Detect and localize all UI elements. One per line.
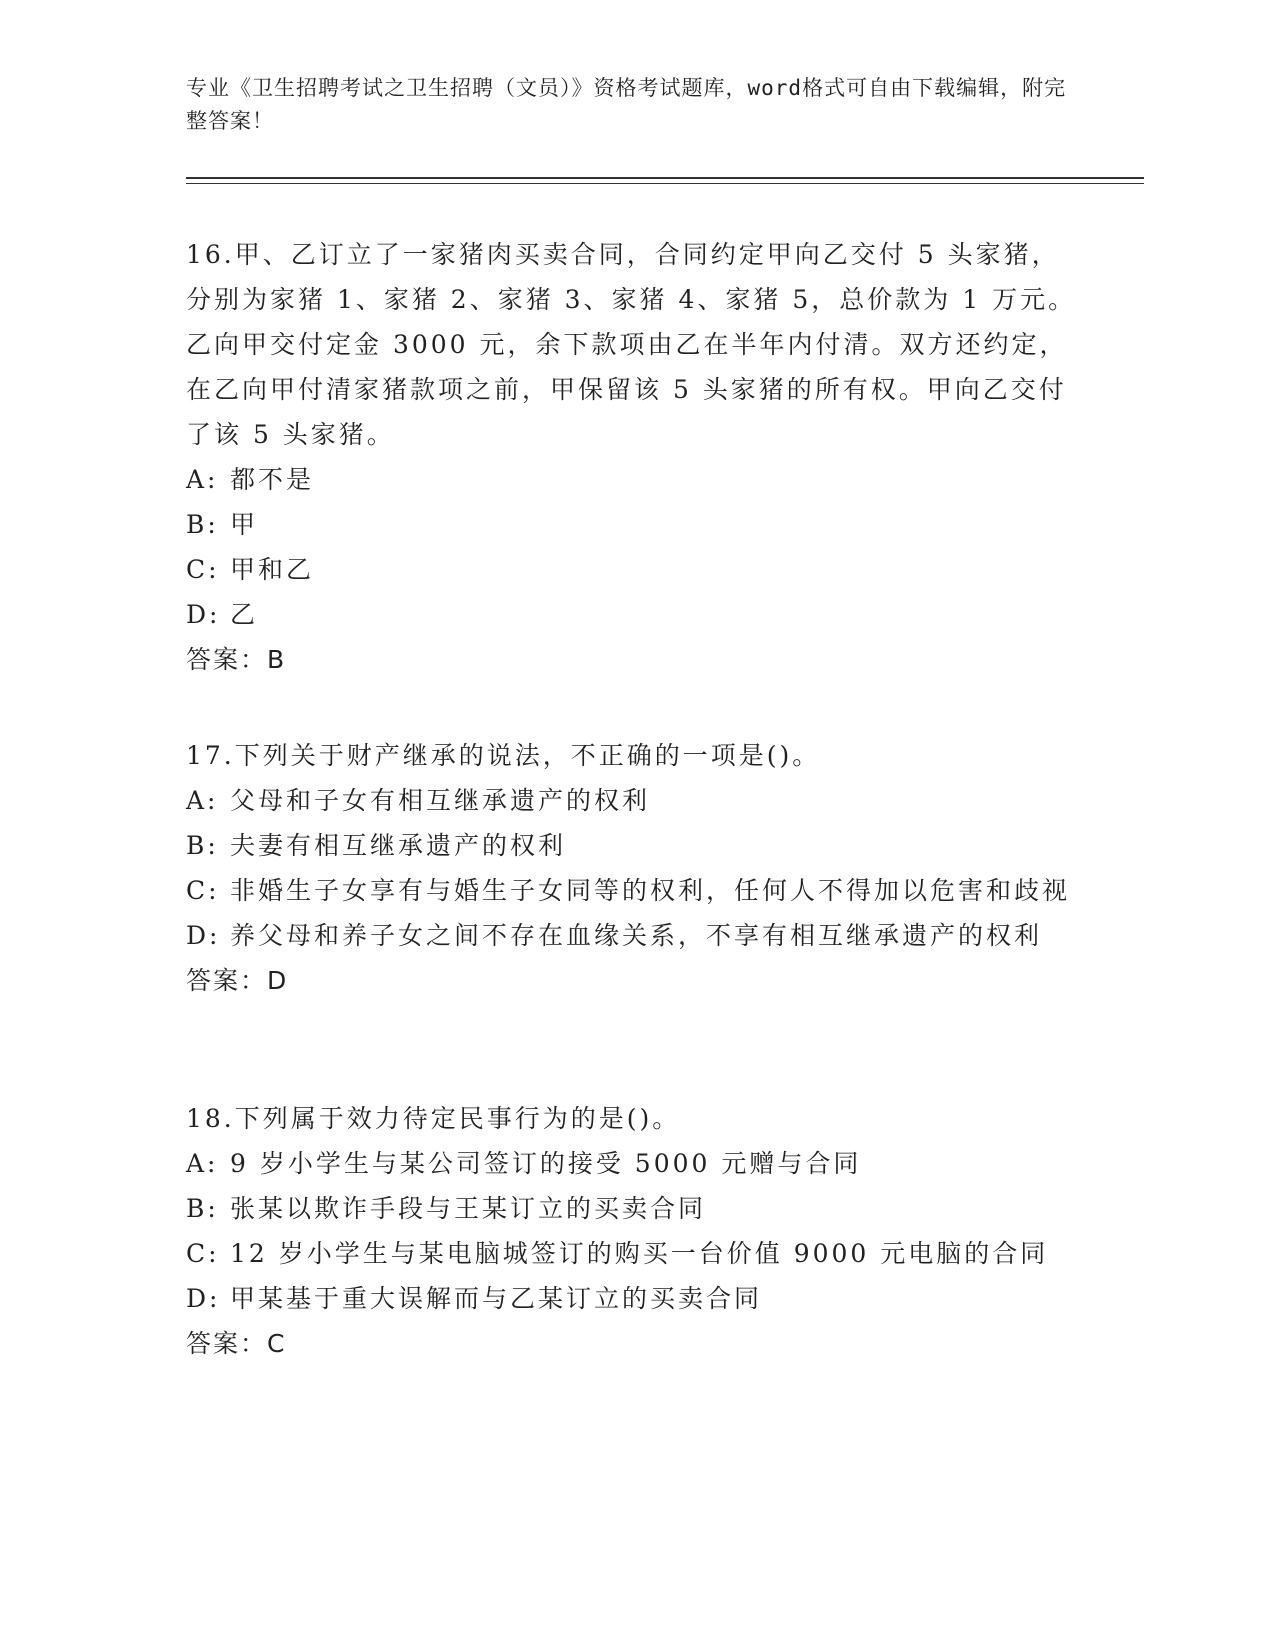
question-text: 下列属于效力待定民事行为的是()。 — [234, 1104, 681, 1133]
option-text: 父母和子女有相互继承遗产的权利 — [230, 786, 651, 815]
option-b — [186, 502, 1086, 547]
option-key: A: — [186, 465, 219, 494]
option-text: 乙 — [230, 600, 259, 629]
option-a — [186, 1141, 1086, 1186]
option-text: 12 岁小学生与某电脑城签订的购买一台价值 9000 元电脑的合同 — [230, 1239, 1049, 1268]
question-17 — [186, 733, 1086, 1003]
header-text: 专业《卫生招聘考试之卫生招聘（文员）》资格考试题库，word格式可自由下载编辑，附完整答案！ — [186, 76, 1067, 133]
option-d — [186, 913, 1086, 958]
option-key: C: — [186, 876, 220, 905]
option-text: 甲和乙 — [230, 555, 315, 584]
option-text: 9 岁小学生与某公司签订的接受 5000 元赠与合同 — [230, 1149, 862, 1178]
option-key: C: — [186, 555, 220, 584]
option-a — [186, 778, 1086, 823]
option-key: B: — [186, 831, 219, 860]
option-key: B: — [186, 510, 219, 539]
option-text: 夫妻有相互继承遗产的权利 — [230, 831, 567, 860]
option-c — [186, 1231, 1086, 1276]
option-text: 养父母和养子女之间不存在血缘关系，不享有相互继承遗产的权利 — [230, 921, 1043, 950]
option-text: 甲某基于重大误解而与乙某订立的买卖合同 — [230, 1284, 763, 1313]
document-header — [186, 72, 1086, 138]
option-c — [186, 868, 1086, 913]
answer-line: 答案：C — [186, 1329, 287, 1358]
option-text: 都不是 — [230, 465, 315, 494]
option-key: B: — [186, 1194, 219, 1223]
option-key: D: — [186, 1284, 221, 1313]
option-key: A: — [186, 786, 219, 815]
answer-line: 答案：B — [186, 645, 287, 674]
option-text: 张某以欺诈手段与王某订立的买卖合同 — [230, 1194, 707, 1223]
question-number: 16. — [186, 240, 235, 269]
question-stem — [186, 232, 1086, 457]
option-b — [186, 1186, 1086, 1231]
question-number: 18. — [186, 1104, 235, 1133]
question-18 — [186, 1096, 1086, 1366]
option-text: 甲 — [230, 510, 259, 539]
answer-line: 答案：D — [186, 966, 289, 995]
option-d — [186, 1276, 1086, 1321]
option-key: D: — [186, 921, 221, 950]
option-c — [186, 547, 1086, 592]
question-number: 17. — [186, 741, 235, 770]
question-16 — [186, 232, 1086, 682]
option-key: C: — [186, 1239, 220, 1268]
option-text: 非婚生子女享有与婚生子女同等的权利，任何人不得加以危害和歧视 — [230, 876, 1071, 905]
header-divider-thick — [186, 177, 1144, 179]
option-key: D: — [186, 600, 221, 629]
option-a — [186, 457, 1086, 502]
option-d — [186, 592, 1086, 637]
question-stem — [186, 1096, 1086, 1141]
option-key: A: — [186, 1149, 219, 1178]
question-text: 下列关于财产继承的说法，不正确的一项是()。 — [234, 741, 821, 770]
header-divider-thin — [186, 183, 1144, 184]
option-b — [186, 823, 1086, 868]
question-stem — [186, 733, 1086, 778]
question-text: 甲、乙订立了一家猪肉买卖合同，合同约定甲向乙交付 5 头家猪，分别为家猪 1、家猪 2、家猪 3、家猪 4、家猪 5，总价款为 1 万元。乙向甲交付定金 3000 元，余下款项由乙在半年内付清。双方还约定，在乙向甲付清家猪款项之前，甲保留该 5 头家猪的所有权。甲向乙交付了该 5 头家猪。 — [186, 240, 1077, 449]
